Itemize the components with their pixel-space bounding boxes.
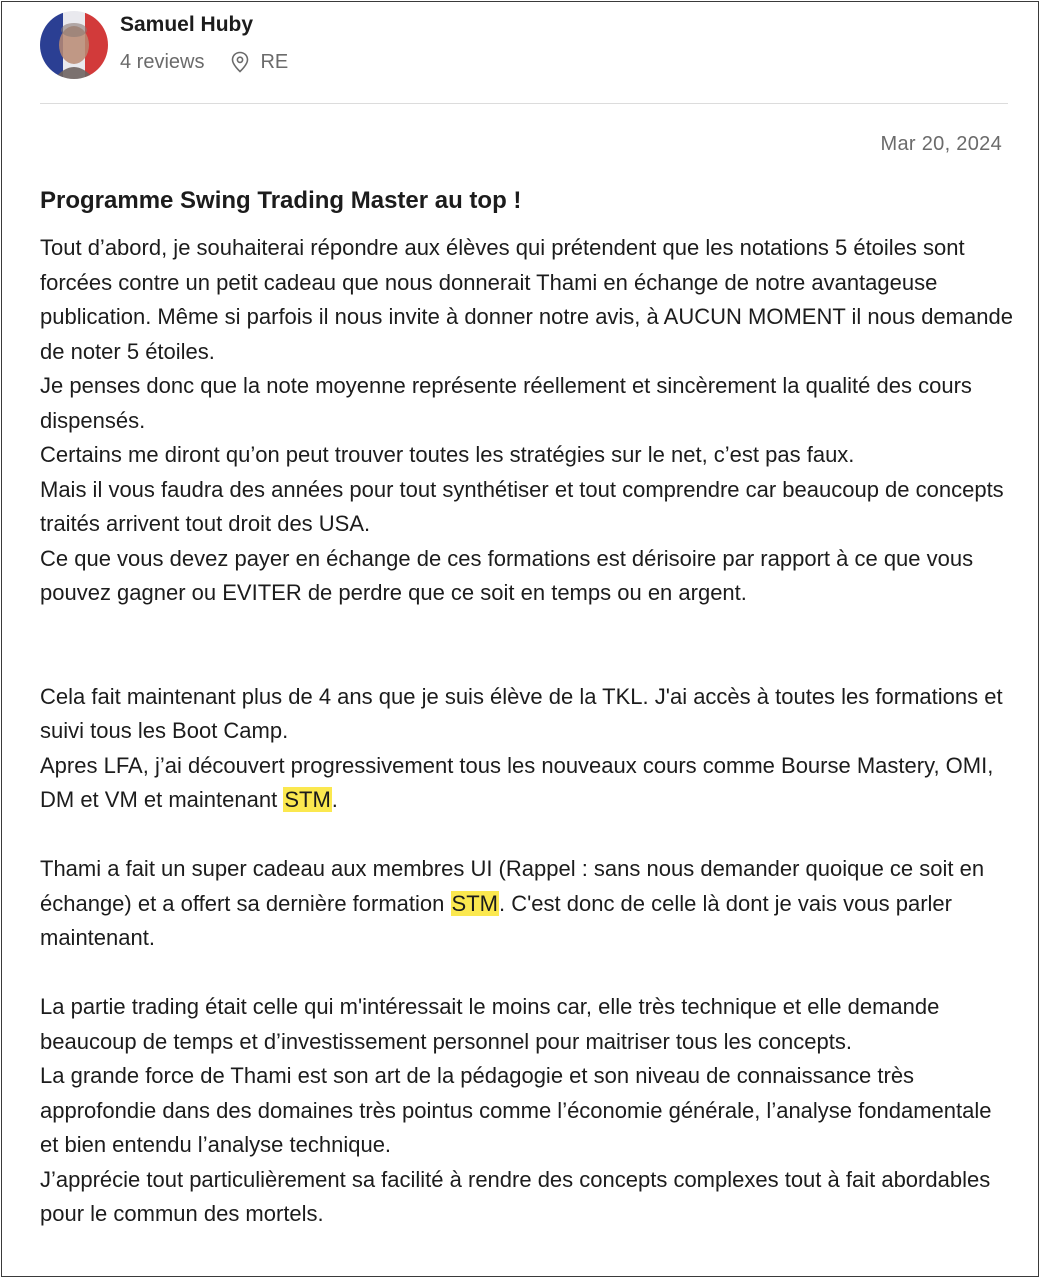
paragraph-gap bbox=[40, 818, 1015, 853]
divider bbox=[40, 103, 1008, 104]
review-text-segment: Apres LFA, j’ai découvert progressivement tous les nouveaux cours comme Bourse Mastery, OMI, DM et VM et maintenant bbox=[40, 752, 994, 812]
reviewer-name[interactable]: Samuel Huby bbox=[120, 12, 254, 36]
review-text-line: La partie trading était celle qui m'intéressait le moins car, elle très technique et elle demande beaucoup de temps et d’investissement personnel pour maitriser tous les concepts. bbox=[40, 994, 940, 1054]
paragraph-gap bbox=[40, 611, 1015, 680]
review-text-segment: . bbox=[331, 787, 338, 812]
review-title: Programme Swing Trading Master au top ! bbox=[40, 187, 522, 214]
review-text-line: Je penses donc que la note moyenne représente réellement et sincèrement la qualité des cours dispensés. bbox=[40, 373, 972, 433]
review-text-line: Mais il vous faudra des années pour tout synthétiser et tout comprendre car beaucoup de concepts traités arrivent tout droit des USA. bbox=[40, 476, 1004, 536]
review-text-line bbox=[40, 852, 1015, 956]
review-text-line bbox=[40, 749, 1015, 818]
reviewer-header bbox=[40, 10, 288, 80]
review-text-line: Tout d’abord, je souhaiterai répondre aux élèves qui prétendent que les notations 5 étoiles sont forcées contre un petit cadeau que nous donnerait Thami en échange de notre avantageuse publication. Même si parfois il nous invite à donner notre avis, à AUCUN MOMENT il nous demande de noter 5 étoiles. bbox=[40, 235, 1013, 364]
review-text-line: Cela fait maintenant plus de 4 ans que je suis élève de la TKL. J'ai accès à toutes les formations et suivi tous les Boot Camp. bbox=[40, 683, 1003, 743]
review-text-line: J’apprécie tout particulièrement sa facilité à rendre des concepts complexes tout à fait abordables pour le commun des mortels. bbox=[40, 1166, 991, 1226]
paragraph-gap bbox=[40, 956, 1015, 991]
review-text-line: Ce que vous devez payer en échange de ces formations est dérisoire par rapport à ce que vous pouvez gagner ou EVITER de perdre que ce soit en temps ou en argent. bbox=[40, 545, 974, 605]
reviewer-info bbox=[120, 12, 289, 74]
review-date: Mar 20, 2024 bbox=[880, 133, 1002, 155]
reviewer-location: RE bbox=[260, 50, 289, 73]
reviewer-meta bbox=[120, 51, 288, 74]
avatar[interactable] bbox=[40, 11, 108, 79]
location-pin-icon bbox=[230, 51, 250, 73]
review-text-line: Certains me diront qu’on peut trouver toutes les stratégies sur le net, c’est pas faux. bbox=[40, 442, 855, 467]
review-card bbox=[1, 1, 1039, 1277]
reviews-count: 4 reviews bbox=[120, 50, 205, 73]
review-text-segment: . C'est donc de celle là dont je vais vous parler maintenant. bbox=[40, 890, 952, 950]
review-body bbox=[40, 231, 1015, 1232]
highlighted-keyword: STM bbox=[284, 787, 331, 812]
review-text-segment: Thami a fait un super cadeau aux membres UI (Rappel : sans nous demander quoique ce soit en échange) et a offert sa dernière formation bbox=[40, 856, 985, 916]
highlighted-keyword: STM bbox=[451, 890, 498, 916]
review-text-line: La grande force de Thami est son art de la pédagogie et son niveau de connaissance très approfondie dans des domaines très pointus comme l’économie générale, l’analyse fondamentale et bien entendu l’analyse technique. bbox=[40, 1063, 992, 1157]
